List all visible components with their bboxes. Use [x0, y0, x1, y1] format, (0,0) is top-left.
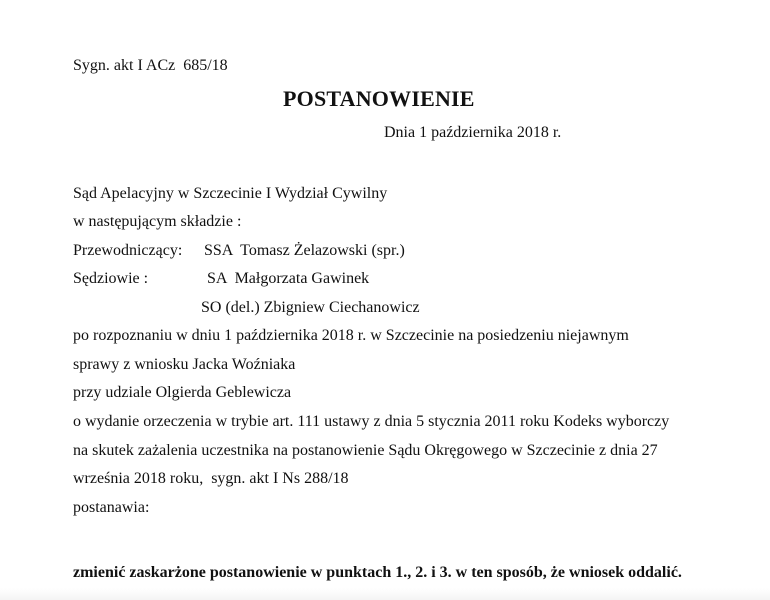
body-line: o wydanie orzeczenia w trybie art. 111 ustawy z dnia 5 stycznia 2011 roku Kodeks wyborczy [73, 413, 670, 430]
case-number: Sygn. akt I ACz 685/18 [73, 57, 228, 74]
document-date: Dnia 1 października 2018 r. [384, 124, 562, 141]
body-line: sprawy z wniosku Jacka Woźniaka [73, 356, 296, 373]
body-line: września 2018 roku, sygn. akt I Ns 288/18 [73, 470, 349, 487]
body-line: przy udziale Olgierda Geblewicza [73, 384, 292, 401]
body-line: na skutek zażalenia uczestnika na postanowienie Sądu Okręgowego w Szczecinie z dnia 27 [73, 442, 658, 459]
document-title: POSTANOWIENIE [283, 86, 475, 111]
body-line: po rozpoznaniu w dniu 1 października 2018 r. w Szczecinie na posiedzeniu niejawnym [73, 327, 629, 344]
court-name: Sąd Apelacyjny w Szczecinie I Wydział Cywilny [73, 185, 388, 202]
page-bottom-shade [0, 588, 770, 600]
judges-label: Sędziowie : [73, 270, 149, 287]
presiding-judge: SSA Tomasz Żelazowski (spr.) [204, 242, 405, 259]
judge-1: SA Małgorzata Gawinek [207, 270, 370, 287]
body-line: postanawia: [73, 499, 150, 516]
ruling-text: zmienić zaskarżone postanowienie w punktach 1., 2. i 3. w ten sposób, że wniosek oddalić. [73, 564, 682, 581]
judge-2: SO (del.) Zbigniew Ciechanowicz [201, 299, 420, 316]
presiding-label: Przewodniczący: [73, 242, 183, 259]
composition-intro: w następującym składzie : [73, 213, 242, 230]
